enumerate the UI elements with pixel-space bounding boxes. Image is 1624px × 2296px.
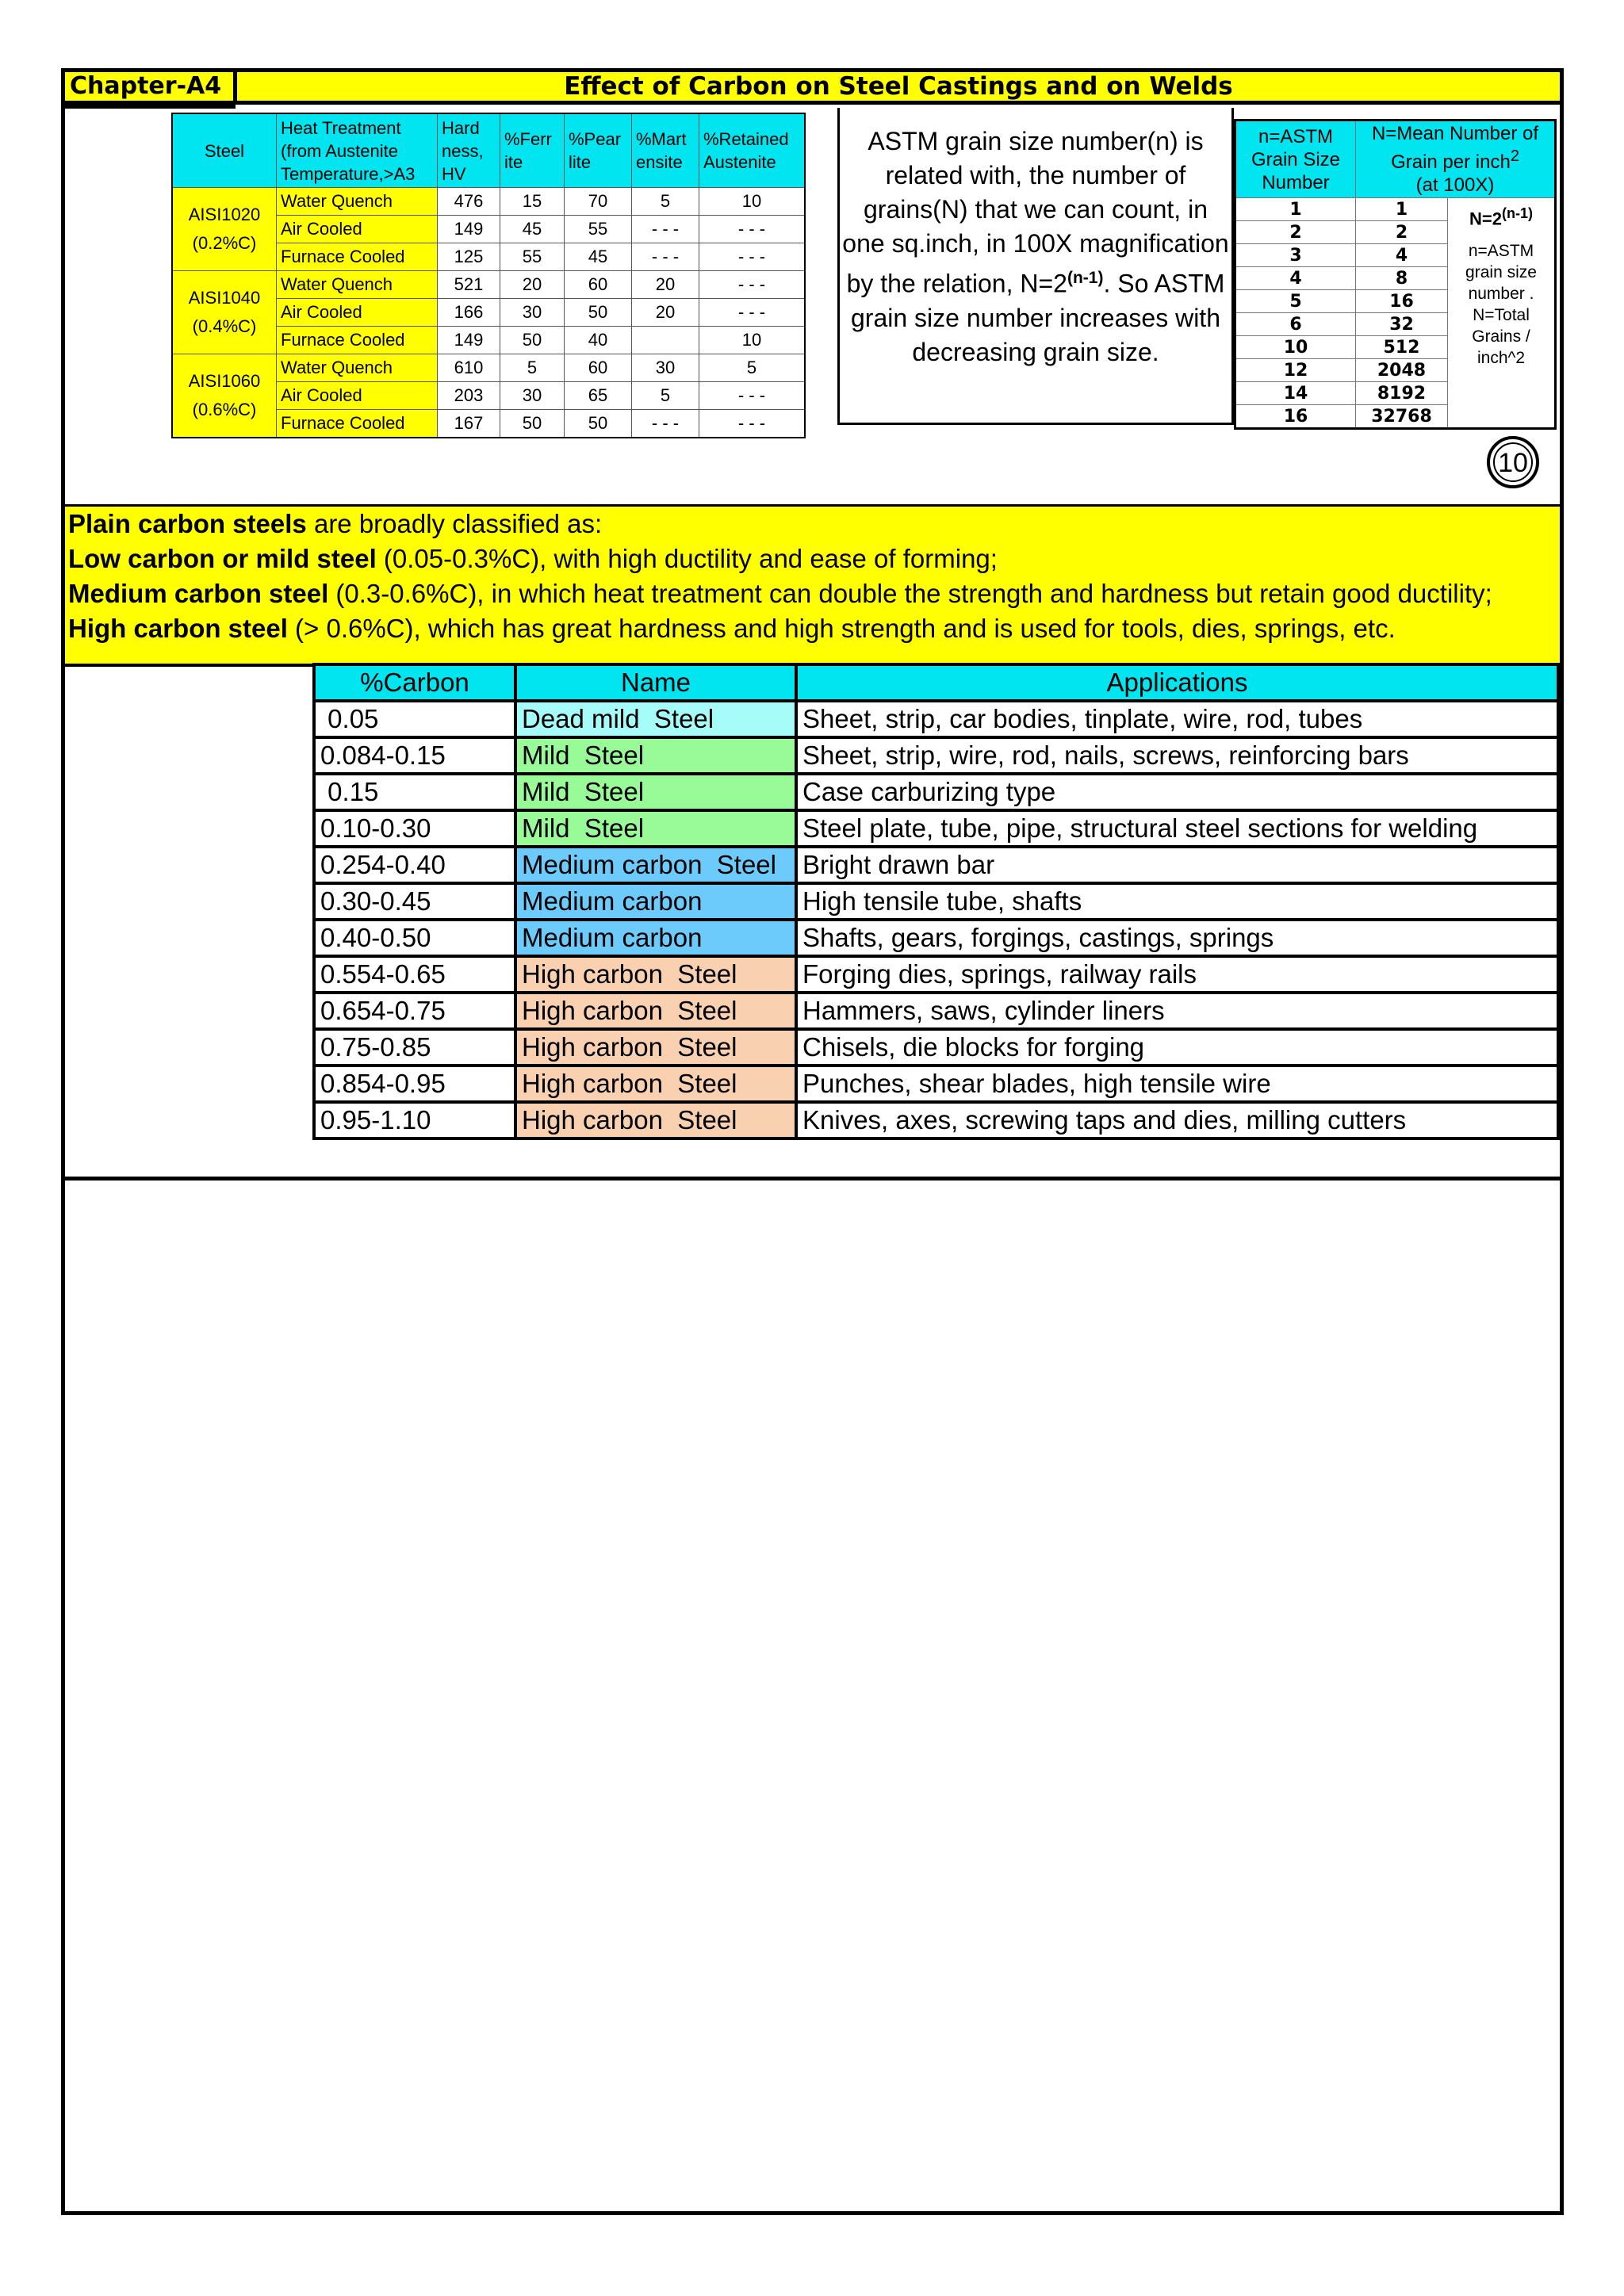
value-cell: 15 bbox=[500, 188, 565, 216]
grain-count-cell: 2 bbox=[1356, 221, 1448, 244]
carbon-cell: 0.10-0.30 bbox=[314, 810, 515, 847]
col-mean-number bbox=[1356, 121, 1556, 198]
col-applications: Applications bbox=[796, 664, 1558, 701]
heat-table-row bbox=[172, 188, 805, 216]
classification-desc: (0.05-0.3%C), with high ductility and ease of forming; bbox=[376, 544, 998, 573]
astm-text-part2: . So ASTM grain size number increases with decreasing grain size. bbox=[851, 269, 1225, 366]
col-astm-number: n=ASTM Grain Size Number bbox=[1235, 121, 1356, 198]
treatment-cell: Air Cooled bbox=[277, 299, 438, 327]
grain-count-cell: 2048 bbox=[1356, 359, 1448, 382]
treatment-cell: Furnace Cooled bbox=[277, 243, 438, 271]
mean-number-sup: 2 bbox=[1510, 147, 1519, 165]
astm-n-cell: 1 bbox=[1235, 198, 1356, 221]
classification-term: Low carbon or mild steel bbox=[68, 544, 377, 573]
astm-n-cell: 3 bbox=[1235, 244, 1356, 267]
steel-name: AISI1020 bbox=[188, 205, 261, 224]
applications-table bbox=[312, 663, 1560, 1140]
carbon-cell: 0.084-0.15 bbox=[314, 737, 515, 774]
value-cell: 50 bbox=[500, 410, 565, 438]
value-cell: 70 bbox=[565, 188, 632, 216]
astm-n-cell: 12 bbox=[1235, 359, 1356, 382]
steel-name-cell: High carbon Steel bbox=[515, 1066, 796, 1102]
steel-name-cell: Medium carbon bbox=[515, 920, 796, 956]
steel-name-cell: Mild Steel bbox=[515, 737, 796, 774]
value-cell: 167 bbox=[438, 410, 500, 438]
value-cell: 5 bbox=[500, 354, 565, 382]
value-cell: - - - bbox=[632, 410, 699, 438]
steel-name-cell: High carbon Steel bbox=[515, 1102, 796, 1138]
value-cell: 476 bbox=[438, 188, 500, 216]
application-cell: High tensile tube, shafts bbox=[796, 883, 1558, 920]
col-martensite: %Mart ensite bbox=[632, 113, 699, 188]
heat-table-header bbox=[172, 113, 805, 188]
heat-table-row bbox=[172, 271, 805, 299]
value-cell: 40 bbox=[565, 327, 632, 354]
value-cell: 20 bbox=[500, 271, 565, 299]
value-cell: - - - bbox=[699, 216, 806, 243]
application-cell: Case carburizing type bbox=[796, 774, 1558, 810]
steel-carbon: (0.2%C) bbox=[192, 233, 257, 253]
carbon-cell: 0.654-0.75 bbox=[314, 993, 515, 1029]
col-retained-austenite: %Retained Austenite bbox=[699, 113, 806, 188]
value-cell: 149 bbox=[438, 327, 500, 354]
value-cell: 45 bbox=[565, 243, 632, 271]
grain-size-table bbox=[1234, 119, 1557, 430]
value-cell: 166 bbox=[438, 299, 500, 327]
carbon-cell: 0.554-0.65 bbox=[314, 956, 515, 993]
grain-table-header bbox=[1235, 121, 1556, 198]
value-cell: - - - bbox=[632, 243, 699, 271]
treatment-cell: Water Quench bbox=[277, 188, 438, 216]
application-cell: Sheet, strip, wire, rod, nails, screws, reinforcing bars bbox=[796, 737, 1558, 774]
steel-name: AISI1040 bbox=[188, 288, 261, 308]
application-row bbox=[314, 737, 1558, 774]
section-divider bbox=[65, 1177, 1560, 1181]
classification-term: Plain carbon steels bbox=[68, 509, 307, 538]
heat-table-row bbox=[172, 354, 805, 382]
value-cell: 55 bbox=[565, 216, 632, 243]
application-cell: Punches, shear blades, high tensile wire bbox=[796, 1066, 1558, 1102]
value-cell: 610 bbox=[438, 354, 500, 382]
col-heat-treatment: Heat Treatment (from Austenite Temperature,>A3 bbox=[277, 113, 438, 188]
carbon-cell: 0.15 bbox=[314, 774, 515, 810]
classification-line bbox=[65, 541, 1560, 576]
value-cell: - - - bbox=[632, 216, 699, 243]
astm-n-cell: 10 bbox=[1235, 336, 1356, 359]
value-cell: 30 bbox=[500, 382, 565, 410]
steel-name-cell: Medium carbon bbox=[515, 883, 796, 920]
col-ferrite: %Ferr ite bbox=[500, 113, 565, 188]
carbon-cell: 0.30-0.45 bbox=[314, 883, 515, 920]
carbon-cell: 0.75-0.85 bbox=[314, 1029, 515, 1066]
application-cell: Hammers, saws, cylinder liners bbox=[796, 993, 1558, 1029]
steel-carbon: (0.4%C) bbox=[192, 316, 257, 336]
value-cell: 50 bbox=[565, 410, 632, 438]
astm-n-cell: 6 bbox=[1235, 313, 1356, 336]
page-number: 10 bbox=[1493, 442, 1533, 482]
application-row bbox=[314, 810, 1558, 847]
col-steel: Steel bbox=[172, 113, 277, 188]
value-cell bbox=[632, 327, 699, 354]
astm-n-cell: 5 bbox=[1235, 290, 1356, 313]
grain-count-cell: 4 bbox=[1356, 244, 1448, 267]
carbon-cell: 0.854-0.95 bbox=[314, 1066, 515, 1102]
steel-name-cell: High carbon Steel bbox=[515, 993, 796, 1029]
classification-term: Medium carbon steel bbox=[68, 579, 329, 608]
value-cell: 10 bbox=[699, 188, 806, 216]
steel-grade bbox=[172, 271, 277, 354]
steel-name-cell: Medium carbon Steel bbox=[515, 847, 796, 883]
astm-description bbox=[841, 124, 1231, 369]
application-cell: Steel plate, tube, pipe, structural steel sections for welding bbox=[796, 810, 1558, 847]
value-cell: 60 bbox=[565, 354, 632, 382]
carbon-cell: 0.05 bbox=[314, 701, 515, 737]
mean-number-label: N=Mean Number of Grain per inch bbox=[1371, 123, 1539, 173]
steel-name-cell: Mild Steel bbox=[515, 774, 796, 810]
application-row bbox=[314, 993, 1558, 1029]
value-cell: - - - bbox=[699, 299, 806, 327]
application-cell: Knives, axes, screwing taps and dies, milling cutters bbox=[796, 1102, 1558, 1138]
applications-header bbox=[314, 664, 1558, 701]
col-name: Name bbox=[515, 664, 796, 701]
value-cell: 50 bbox=[565, 299, 632, 327]
grain-count-cell: 512 bbox=[1356, 336, 1448, 359]
application-row bbox=[314, 1029, 1558, 1066]
value-cell: 521 bbox=[438, 271, 500, 299]
value-cell: 125 bbox=[438, 243, 500, 271]
classification-desc: (0.3-0.6%C), in which heat treatment can double the strength and hardness but retain good ductility; bbox=[328, 579, 1492, 608]
treatment-cell: Water Quench bbox=[277, 354, 438, 382]
treatment-cell: Air Cooled bbox=[277, 382, 438, 410]
value-cell: 30 bbox=[500, 299, 565, 327]
astm-exponent: (n-1) bbox=[1067, 269, 1104, 287]
classification-desc: (> 0.6%C), which has great hardness and high strength and is used for tools, dies, springs, etc. bbox=[287, 614, 1396, 643]
astm-n-cell: 16 bbox=[1235, 405, 1356, 429]
application-cell: Bright drawn bar bbox=[796, 847, 1558, 883]
value-cell: - - - bbox=[699, 382, 806, 410]
steel-name-cell: Mild Steel bbox=[515, 810, 796, 847]
mean-number-magnification: (at 100X) bbox=[1415, 174, 1495, 196]
application-cell: Forging dies, springs, railway rails bbox=[796, 956, 1558, 993]
formula-note: n=ASTM grain size number . N=Total Grains / inch^2 bbox=[1465, 242, 1537, 368]
col-pearlite: %Pear lite bbox=[565, 113, 632, 188]
value-cell: 5 bbox=[699, 354, 806, 382]
application-cell: Chisels, die blocks for forging bbox=[796, 1029, 1558, 1066]
page-title: Effect of Carbon on Steel Castings and on Welds bbox=[564, 72, 1233, 101]
grain-count-cell: 32768 bbox=[1356, 405, 1448, 429]
grain-count-cell: 1 bbox=[1356, 198, 1448, 221]
steel-carbon: (0.6%C) bbox=[192, 400, 257, 419]
col-carbon: %Carbon bbox=[314, 664, 515, 701]
grain-count-cell: 16 bbox=[1356, 290, 1448, 313]
chapter-underline bbox=[61, 105, 236, 109]
formula bbox=[1448, 203, 1554, 229]
astm-n-cell: 14 bbox=[1235, 382, 1356, 405]
steel-name-cell: High carbon Steel bbox=[515, 1029, 796, 1066]
astm-n-cell: 2 bbox=[1235, 221, 1356, 244]
classification-term: High carbon steel bbox=[68, 614, 288, 643]
value-cell: 10 bbox=[699, 327, 806, 354]
value-cell: 55 bbox=[500, 243, 565, 271]
grain-count-cell: 8 bbox=[1356, 267, 1448, 290]
formula-base: N=2 bbox=[1469, 209, 1502, 229]
classification-desc: are broadly classified as: bbox=[306, 509, 603, 538]
value-cell: 50 bbox=[500, 327, 565, 354]
value-cell: 5 bbox=[632, 382, 699, 410]
grain-count-cell: 32 bbox=[1356, 313, 1448, 336]
value-cell: 203 bbox=[438, 382, 500, 410]
treatment-cell: Water Quench bbox=[277, 271, 438, 299]
grain-table-row bbox=[1235, 198, 1556, 221]
application-row bbox=[314, 847, 1558, 883]
treatment-cell: Air Cooled bbox=[277, 216, 438, 243]
classification-line bbox=[65, 576, 1560, 611]
application-cell: Shafts, gears, forgings, castings, springs bbox=[796, 920, 1558, 956]
grain-count-cell: 8192 bbox=[1356, 382, 1448, 405]
classification-line bbox=[65, 611, 1560, 646]
astm-text-part1: ASTM grain size number(n) is related with, the number of grains(N) that we can count, in one sq.inch, in 100X magnification by the relation, N=2 bbox=[842, 127, 1229, 298]
value-cell: 60 bbox=[565, 271, 632, 299]
col-hardness: Hard ness, HV bbox=[438, 113, 500, 188]
application-row bbox=[314, 701, 1558, 737]
value-cell: - - - bbox=[699, 410, 806, 438]
application-row bbox=[314, 1066, 1558, 1102]
value-cell: - - - bbox=[699, 243, 806, 271]
classification-band bbox=[65, 504, 1560, 667]
value-cell: 30 bbox=[632, 354, 699, 382]
application-row bbox=[314, 1102, 1558, 1138]
value-cell: 20 bbox=[632, 271, 699, 299]
heat-treatment-table bbox=[171, 113, 806, 438]
value-cell: 5 bbox=[632, 188, 699, 216]
chapter-label: Chapter-A4 bbox=[65, 72, 237, 101]
steel-name-cell: High carbon Steel bbox=[515, 956, 796, 993]
application-row bbox=[314, 883, 1558, 920]
treatment-cell: Furnace Cooled bbox=[277, 327, 438, 354]
page-header bbox=[61, 68, 1564, 105]
value-cell: - - - bbox=[699, 271, 806, 299]
steel-grade bbox=[172, 354, 277, 438]
application-row bbox=[314, 774, 1558, 810]
page-number-badge bbox=[1487, 436, 1539, 488]
carbon-cell: 0.95-1.10 bbox=[314, 1102, 515, 1138]
application-cell: Sheet, strip, car bodies, tinplate, wire, rod, tubes bbox=[796, 701, 1558, 737]
carbon-cell: 0.40-0.50 bbox=[314, 920, 515, 956]
value-cell: 20 bbox=[632, 299, 699, 327]
application-row bbox=[314, 920, 1558, 956]
treatment-cell: Furnace Cooled bbox=[277, 410, 438, 438]
formula-exponent: (n-1) bbox=[1501, 205, 1533, 221]
steel-name: AISI1060 bbox=[188, 371, 261, 391]
carbon-cell: 0.254-0.40 bbox=[314, 847, 515, 883]
formula-cell bbox=[1448, 198, 1556, 429]
value-cell: 149 bbox=[438, 216, 500, 243]
value-cell: 65 bbox=[565, 382, 632, 410]
astm-n-cell: 4 bbox=[1235, 267, 1356, 290]
value-cell: 45 bbox=[500, 216, 565, 243]
application-row bbox=[314, 956, 1558, 993]
steel-grade bbox=[172, 188, 277, 271]
steel-name-cell: Dead mild Steel bbox=[515, 701, 796, 737]
classification-line bbox=[65, 507, 1560, 541]
